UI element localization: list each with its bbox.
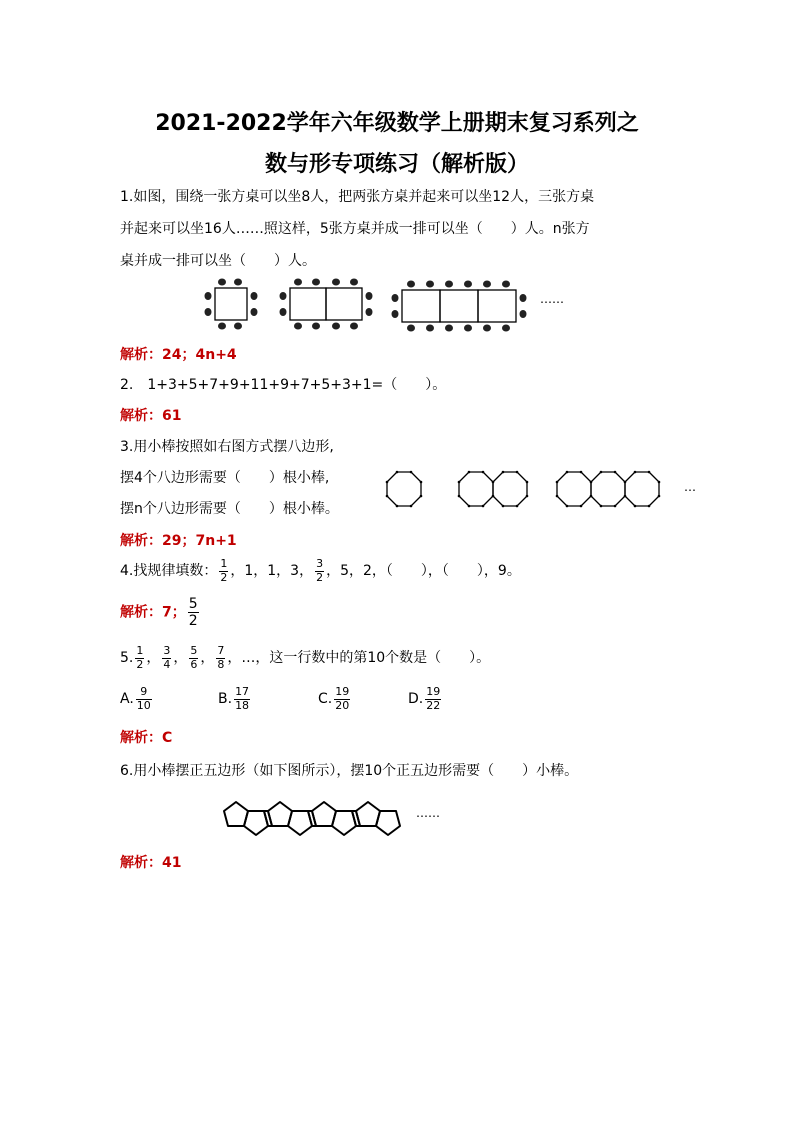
q4-text (120, 558, 521, 584)
q1-answer: 解析：24；4n+4 (120, 347, 237, 363)
q2-answer: 解析：61 (120, 408, 182, 424)
q4-suffix: ，5，2，（ ），（ ），9。 (326, 563, 521, 580)
q2-text: 2. 1+3+5+7+9+11+9+7+5+3+1=（ ）。 (120, 377, 447, 393)
q3-line3: 摆n个八边形需要（ ）根小棒。 (120, 501, 339, 517)
q3-ellipsis: … (684, 480, 696, 494)
q6-text: 6.用小棒摆正五边形（如下图所示），摆10个正五边形需要（ ）小棒。 (120, 763, 579, 779)
q4-fraction-2: $\frac{3}{2}$ (316, 557, 324, 584)
page-title-line2: 数与形专项练习（解析版） (264, 152, 529, 177)
q5-option-b[interactable]: B. $\frac{17}{18}$ (218, 685, 250, 712)
q6-ellipsis: …… (416, 806, 440, 820)
q1-tables-figure (200, 276, 570, 338)
q4-answer (120, 596, 201, 629)
q4-answer-fraction: $\frac{5}{2}$ (188, 596, 198, 630)
page-title-line1: 2021-2022学年六年级数学上册期末复习系列之 (155, 111, 639, 136)
q1-line2: 并起来可以坐16人……照这样，5张方桌并成一排可以坐（ ）人。n张方 (120, 221, 590, 237)
q3-answer: 解析：29；7n+1 (120, 533, 237, 549)
q6-answer: 解析：41 (120, 855, 182, 871)
q5-option-d[interactable]: D. $\frac{19}{22}$ (408, 685, 441, 712)
q1-line3: 桌并成一排可以坐（ ）人。 (120, 253, 316, 269)
q4-mid: ，1，1，3， (230, 563, 314, 580)
q5-option-c[interactable]: C. $\frac{19}{20}$ (318, 685, 350, 712)
q1-line1: 1.如图，围绕一张方桌可以坐8人，把两张方桌并起来可以坐12人，三张方桌 (120, 189, 595, 205)
q5-fraction-1: $\frac{1}{2}$ (136, 644, 144, 671)
q5-prefix: 5. (120, 650, 134, 667)
q5-answer: 解析：C (120, 730, 173, 746)
q5-fraction-4: $\frac{7}{8}$ (217, 644, 225, 671)
q5-fraction-2: $\frac{3}{4}$ (163, 644, 171, 671)
q3-octagons-figure (385, 470, 685, 510)
q1-ellipsis: …… (540, 292, 564, 306)
q4-prefix: 4.找规律填数： (120, 563, 218, 580)
q6-pentagons-figure (222, 798, 412, 838)
q3-line2: 摆4个八边形需要（ ）根小棒, (120, 470, 330, 486)
q4-fraction-1: $\frac{1}{2}$ (220, 557, 228, 584)
q4-answer-prefix: 解析：7； (120, 604, 186, 621)
q5-text: 5. $\frac{1}{2}$ ， $\frac{3}{4}$ ， $\frac{5}{6}$ ， $\frac{7}{8}$ ，…，这一行数中的第10个数是（ ）。 (120, 644, 491, 671)
q5-fraction-3: $\frac{5}{6}$ (190, 644, 198, 671)
q3-line1: 3.用小棒按照如右图方式摆八边形, (120, 439, 334, 455)
q5-option-a[interactable]: A. $\frac{9}{10}$ (120, 685, 151, 712)
q5-suffix: ，…，这一行数中的第10个数是（ ）。 (227, 650, 491, 667)
